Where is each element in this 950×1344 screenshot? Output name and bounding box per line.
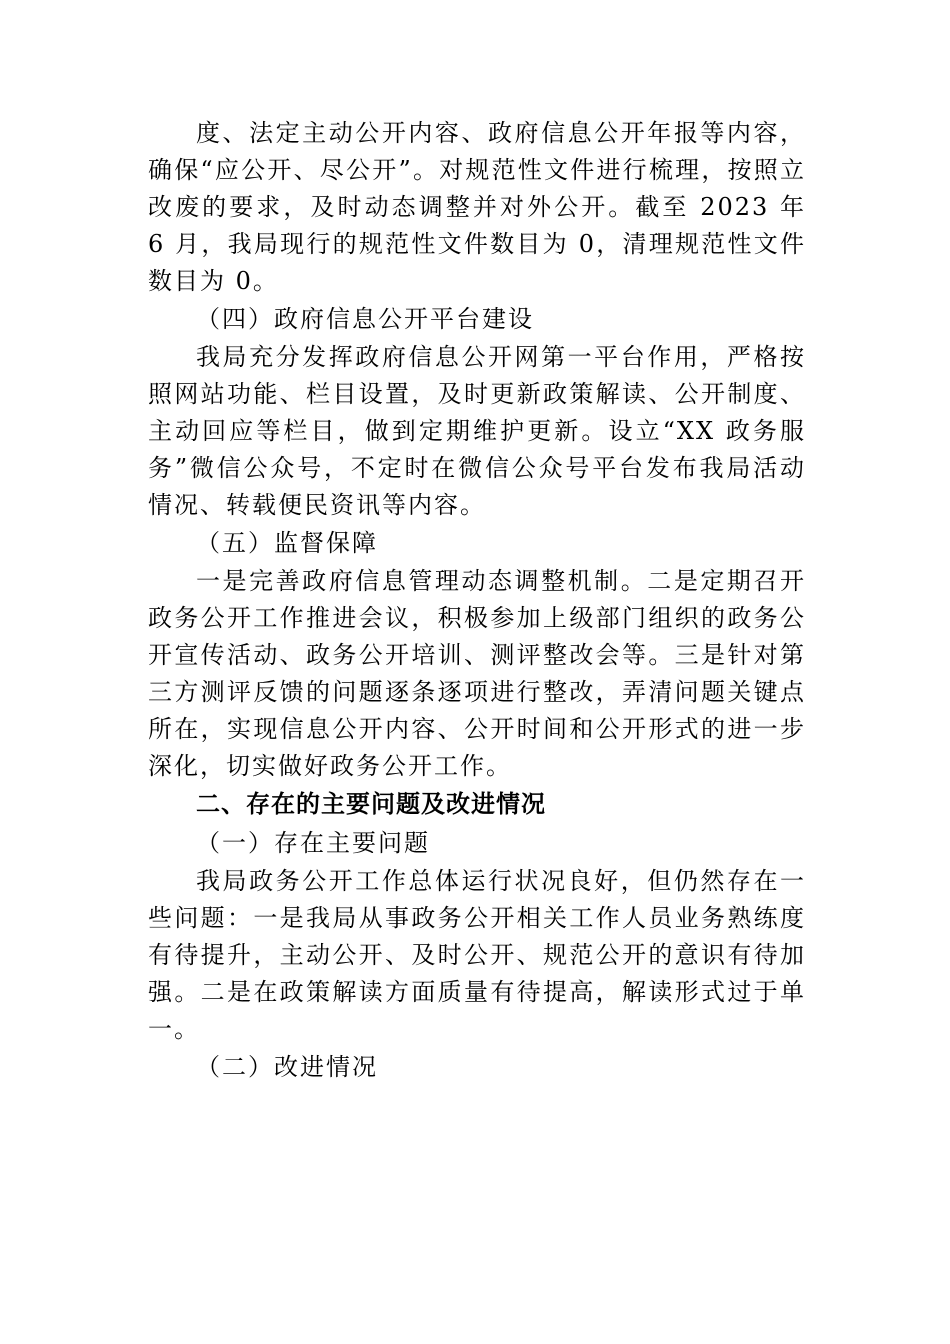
heading-section-two: 二、存在的主要问题及改进情况 [196, 790, 546, 818]
paragraph-continued: 度、法定主动公开内容、政府信息公开年报等内容，确保“应公开、尽公开”。对规范性文件进行梳理，按照立改废的要求，及时动态调整并对外公开。截至 2023 年 6 月，我局现行的规范性文件数目为 0，清理规范性文件数目为 0。 [148, 119, 806, 295]
heading-improvement: （二）改进情况 [196, 1053, 378, 1081]
heading-supervision: （五）监督保障 [196, 529, 378, 557]
heading-existing-problems: （一）存在主要问题 [196, 829, 430, 857]
paragraph-existing-problems: 我局政务公开工作总体运行状况良好，但仍然存在一些问题：一是我局从事政务公开相关工作人员业务熟练度有待提升，主动公开、及时公开、规范公开的意识有待加强。二是在政策解读方面质量有待提高，解读形式过于单一。 [148, 867, 806, 1043]
paragraph-supervision: 一是完善政府信息管理动态调整机制。二是定期召开政务公开工作推进会议，积极参加上级部门组织的政务公开宣传活动、政务公开培训、测评整改会等。三是针对第三方测评反馈的问题逐条逐项进行整改，弄清问题关键点所在，实现信息公开内容、公开时间和公开形式的进一步深化，切实做好政务公开工作。 [148, 567, 806, 780]
paragraph-platform-construction: 我局充分发挥政府信息公开网第一平台作用，严格按照网站功能、栏目设置，及时更新政策解读、公开制度、主动回应等栏目，做到定期维护更新。设立“XX 政务服务”微信公众号，不定时在微信公众号平台发布我局活动情况、转载便民资讯等内容。 [148, 343, 806, 519]
heading-platform-construction: （四）政府信息公开平台建设 [196, 305, 534, 333]
document-body [148, 115, 806, 1087]
